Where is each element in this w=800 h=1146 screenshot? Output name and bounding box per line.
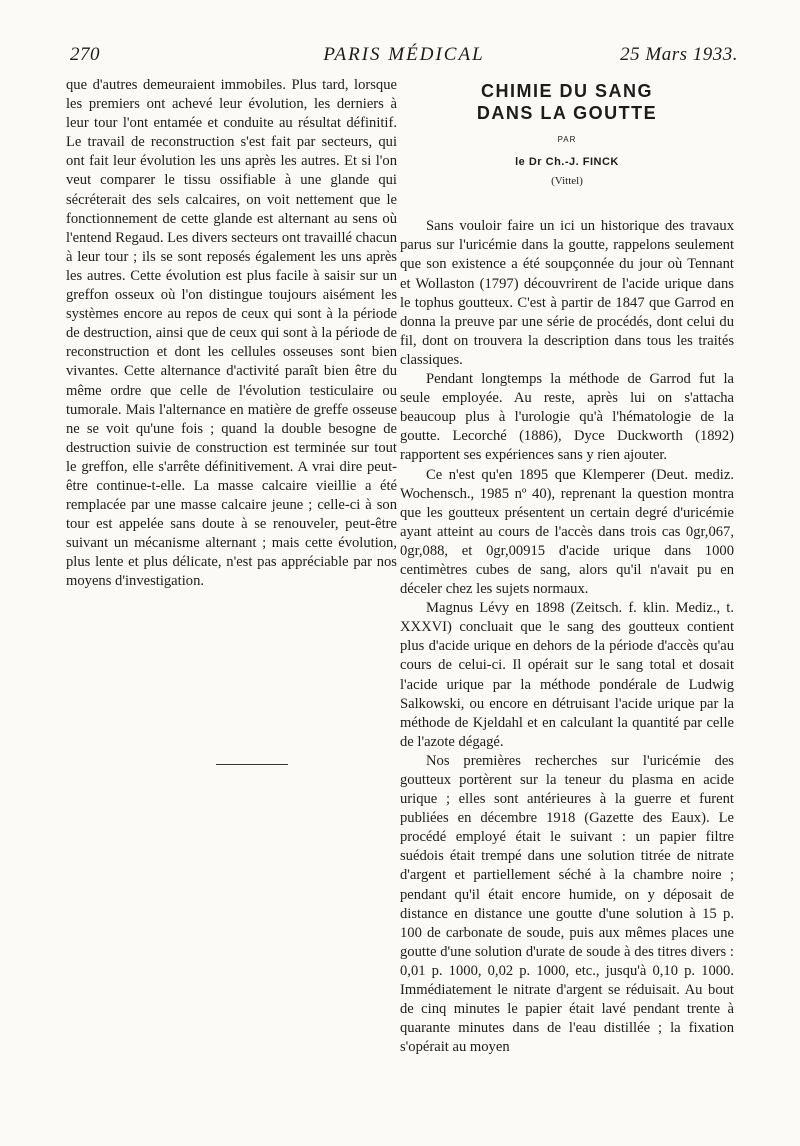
byline-par: PAR bbox=[557, 135, 577, 144]
author-affiliation: (Vittel) bbox=[551, 175, 583, 188]
paragraph: Magnus Lévy en 1898 (Zeitsch. f. klin. Mediz., t. XXXVI) concluait que le sang des goutteux contient plus d'acide urique en dehors de la période d'accès qu'au cours de celui-ci. Il opérait sur le sang total et dosait l'acide urique par la méthode pondérale de Ludwig Salkowski, ou encore en détruisant l'acide urique par la méthode de Kjeldahl et en calculant la quantité par celle de l'azote dégagé. bbox=[400, 600, 734, 750]
right-column bbox=[400, 76, 734, 1057]
paragraph: que d'autres demeuraient immobiles. Plus tard, lorsque les premiers ont achevé leur évolution, les derniers à leur tour l'ont entamée et conduite au résultat définitif. Le travail de reconstruction s'est fait par secteurs, qui ont fait leur évolution les uns après les autres. Et si l'on veut comparer le tissu ossifiable à une glande qui sécréterait des sels calcaires, on voit nettement que le fonctionnement de cette glande est alternant au sens où l'entend Regaud. Les divers secteurs ont travaillé chacun à leur tour ; ils se sont reposés également les uns après les autres. Cette évolution est plus facile à saisir sur un greffon osseux où l'on distingue toujours aisément les systèmes encore au repos de ceux qui sont à la période de destruction, ainsi que de ceux qui sont à la période de reconstruction et dont les cellules osseuses sont bien vivantes. Cette alternance d'activité paraît bien être du même ordre que celle de l'évolution testiculaire ou tumorale. Mais l'alternance en matière de greffe osseuse ne se voit qu'une fois ; quand la double besogne de destruction suivie de construction est terminée sur tout le greffon, elle s'arrête définitivement. A vrai dire peut-être continue-t-elle. La masse calcaire vieillie a été remplacée par une masse calcaire jeune ; celle-ci à son tour est appelée sans doute à se renouveler, peut-être suivant un mécanisme alternant ; mais cette évolution, plus lente et plus délicate, n'est pas appréciable par nos moyens d'investigation. bbox=[66, 77, 397, 590]
paragraph: Nos premières recherches sur l'uricémie des goutteux portèrent sur la teneur du plasma en acide urique ; elles sont antérieures à la guerre et furent publiées en décembre 1918 (Gazette des Eaux). Le procédé employé était le suivant : un papier filtre suédois était trempé dans une solution titrée de nitrate d'argent et partiellement séché à la chambre noire ; pendant qu'il était encore humide, on y déposait de distance en distance une goutte d'une solution à 15 p. 100 de carbonate de soude, puis aux mêmes places une goutte d'une solution d'urate de soude à des titres divers : 0,01 p. 1000, 0,02 p. 1000, etc., jusqu'à 0,10 p. 1000. Immédiatement le nitrate d'argent se réduisait. Au bout de cinq minutes le papier était lavé pendant trente à quarante minutes dans de l'eau distillée ; la fixation s'opérait au moyen bbox=[400, 752, 734, 1056]
paragraph: Pendant longtemps la méthode de Garrod fut la seule employée. Au reste, après lui on s'attacha beaucoup plus à l'urologie qu'à l'hématologie de la goutte. Lecorché (1886), Dyce Duckworth (1892) rapportent ses expériences sans y rien ajouter. bbox=[400, 371, 734, 464]
article-title bbox=[400, 80, 734, 124]
article-title-line-1: CHIMIE DU SANG bbox=[480, 81, 653, 101]
paragraph: Ce n'est qu'en 1895 que Klemperer (Deut. mediz. Wochensch., 1985 nº 40), reprenant la question montra que les goutteux présentent un certain degré d'uricémie ayant atteint au cours de l'accès dans trois cas 0gr,067, 0gr,088, et 0gr,00915 d'acide urique dans 1000 centimètres cubes de sang, alors qu'il n'avait pu en déceler chez les sujets normaux. bbox=[400, 466, 734, 598]
article-title-line-2: DANS LA GOUTTE bbox=[476, 103, 658, 123]
journal-title: PARIS MÉDICAL bbox=[323, 44, 485, 65]
author-name: le Dr Ch.-J. FINCK bbox=[515, 156, 619, 169]
page-number: 270 bbox=[70, 44, 100, 65]
left-column bbox=[66, 76, 397, 592]
paragraph: Sans vouloir faire un ici un historique des travaux parus sur l'uricémie dans la goutte, rappelons seulement que son existence a été soupçonnée du jour où Tennant et Wollaston (1797) découvrirent de l'acide urique dans le tophus goutteux. C'est à partir de 1847 que Garrod en donna la preuve par une série de procédés, dont celui du fil, dont on trouvera la description dans tous les traités classiques. bbox=[400, 218, 734, 368]
running-header bbox=[70, 44, 738, 74]
issue-date: 25 Mars 1933. bbox=[620, 44, 738, 65]
section-divider bbox=[216, 764, 288, 765]
